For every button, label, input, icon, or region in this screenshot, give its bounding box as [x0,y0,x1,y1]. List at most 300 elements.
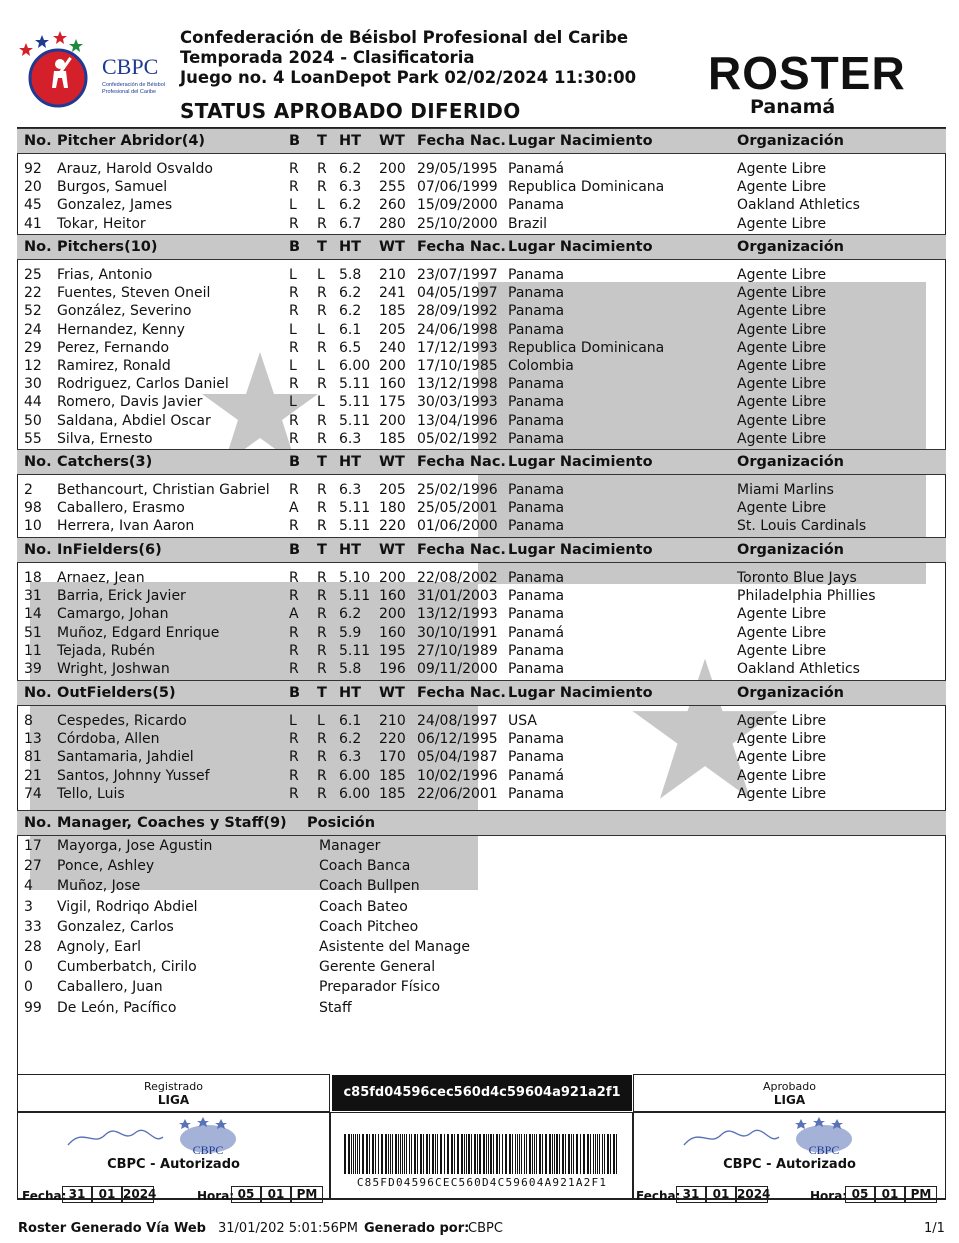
staff-row [17,858,946,876]
player-wt: 205 [379,321,406,338]
player-org: Agente Libre [737,179,827,196]
barcode-bar [604,1134,605,1174]
player-place: Panama [508,642,565,659]
staff-pos: Coach Bullpen [319,878,420,895]
staff-row [17,878,946,896]
player-b: R [289,285,299,302]
player-t: L [317,197,325,214]
barcode-bar [583,1134,585,1174]
barcode-bar [390,1134,391,1174]
player-org: Agente Libre [737,267,827,283]
player-no: 51 [24,624,42,641]
barcode-bar [509,1134,511,1174]
barcode-bar [512,1134,513,1174]
staff-pos: Manager [319,838,381,854]
section-title: Pitcher Abridor(4) [57,133,206,149]
player-dob: 22/06/2001 [417,785,498,802]
staff-row [17,838,946,856]
player-name: Camargo, Johan [57,606,169,623]
barcode-bar [607,1134,609,1174]
player-b: L [289,713,297,729]
player-row [17,482,946,500]
player-dob: 04/05/1997 [417,285,498,302]
player-no: 12 [24,358,42,374]
barcode-bar [429,1134,430,1174]
player-wt: 210 [379,713,406,729]
player-dob: 15/09/2000 [417,197,498,214]
player-b: L [289,321,297,338]
barcode-bar [597,1134,598,1174]
player-wt: 280 [379,215,406,232]
player-org: Agente Libre [737,749,827,766]
right-authorized: CBPC - Autorizado [723,1157,856,1172]
staff-name: Ponce, Ashley [57,858,155,875]
player-t: R [317,482,327,498]
player-t: L [317,713,325,729]
section-title: Pitchers(10) [57,239,158,255]
player-name: Santos, Johnny Yussef [57,767,210,784]
season-label: Temporada 2024 - Clasificatoria [180,48,475,67]
player-ht: 6.3 [339,749,362,766]
staff-pos: Staff [319,999,352,1016]
player-name: Herrera, Ivan Aaron [57,518,195,535]
player-name: Perez, Fernando [57,339,170,356]
player-place: Panama [508,267,565,283]
player-place: Panama [508,588,565,605]
player-org: Agente Libre [737,394,827,411]
barcode-bar [490,1134,492,1174]
player-no: 45 [24,197,42,214]
player-wt: 160 [379,624,406,641]
staff-no: 0 [24,979,33,996]
player-place: Panama [508,285,565,302]
player-b: R [289,661,299,677]
barcode-bar [444,1134,445,1174]
barcode-bar [400,1134,401,1174]
barcode-bar [479,1134,481,1174]
staff-no: 27 [24,858,42,875]
player-b: R [289,482,299,498]
barcode-bar [542,1134,543,1174]
player-ht: 5.11 [339,642,371,659]
player-no: 92 [24,161,42,177]
barcode-bar [420,1134,422,1174]
player-b: L [289,358,297,374]
player-ht: 6.1 [339,713,362,729]
player-no: 8 [24,713,33,729]
barcode-bar [580,1134,581,1174]
player-t: R [317,430,327,447]
player-name: Fuentes, Steven Oneil [57,285,211,302]
player-name: Barria, Erick Javier [57,588,186,605]
player-row [17,786,946,804]
section-title: InFielders(6) [57,542,162,558]
player-ht: 6.5 [339,339,362,356]
player-wt: 210 [379,267,406,283]
player-org: Agente Libre [737,358,827,374]
player-wt: 196 [379,661,406,677]
right-date-year: 2024 [737,1187,771,1201]
barcode-bar [385,1134,387,1174]
team-name: Panamá [750,96,836,118]
barcode-bar [362,1134,364,1174]
barcode-bar [590,1134,591,1174]
barcode-bar [599,1134,600,1174]
barcode-bar [457,1134,459,1174]
player-t: R [317,285,327,302]
section-header: No. OutFielders(5) B T HT WT Fecha Nac. Lugar Nacimiento Organización [17,680,946,706]
player-place: Panama [508,303,565,320]
section-header: No. InFielders(6) B T HT WT Fecha Nac. Lugar Nacimiento Organización [17,537,946,563]
player-row [17,394,946,412]
player-b: R [289,161,299,177]
player-b: R [289,749,299,766]
player-wt: 220 [379,518,406,535]
player-place: Panama [508,197,565,214]
barcode-bar [517,1134,518,1174]
player-wt: 185 [379,785,406,802]
barcode-bar [464,1134,465,1174]
player-row [17,713,946,731]
barcode-bar [447,1134,449,1174]
barcode-bar [432,1134,434,1174]
player-t: L [317,267,325,283]
right-time-hour: 05 [845,1186,875,1203]
player-place: Panama [508,785,565,802]
cbpc-logo [18,26,178,112]
player-wt: 240 [379,339,406,356]
player-ht: 6.2 [339,161,362,177]
barcode-bar [587,1134,589,1174]
player-t: R [317,570,327,586]
player-no: 44 [24,394,42,411]
player-row [17,661,946,679]
approved-by: LIGA [773,1093,806,1107]
player-no: 98 [24,500,42,517]
player-no: 50 [24,412,42,429]
registered-by: LIGA [157,1093,190,1107]
player-org: Agente Libre [737,285,827,302]
player-wt: 200 [379,606,406,623]
barcode-bar [461,1134,463,1174]
player-dob: 17/10/1985 [417,358,498,374]
staff-pos: Asistente del Manage [319,939,471,955]
player-no: 21 [24,767,42,784]
player-name: Arnaez, Jean [57,570,145,586]
staff-no: 3 [24,898,33,915]
player-place: Panama [508,749,565,766]
player-wt: 205 [379,482,406,498]
player-dob: 13/12/1998 [417,376,498,393]
barcode-bar [466,1134,467,1174]
player-org: Agente Libre [737,713,827,729]
player-org: Toronto Blue Jays [737,570,857,586]
player-no: 25 [24,267,42,283]
right-date-day: 31 [676,1186,706,1203]
player-org: Agente Libre [737,376,827,393]
staff-pos: Gerente General [319,959,436,976]
barcode-bar [474,1134,476,1174]
footer-generated-label: Roster Generado Vía Web [18,1221,206,1236]
player-b: R [289,570,299,586]
player-b: A [289,500,299,517]
player-b: R [289,642,299,659]
footer-generated-at: 31/01/202 5:01:56PM [218,1221,358,1236]
barcode-bar [471,1134,472,1174]
player-place: Panama [508,376,565,393]
barcode-bar [381,1134,383,1174]
barcode-bar [366,1134,368,1174]
player-ht: 6.7 [339,215,362,232]
player-org: Agente Libre [737,500,827,517]
player-t: R [317,785,327,802]
player-t: R [317,215,327,232]
player-no: 24 [24,321,42,338]
player-t: R [317,606,327,623]
status-title: STATUS APROBADO DIFERIDO [180,99,521,123]
player-dob: 05/02/1992 [417,430,498,447]
left-time-ampm: PM [291,1186,323,1203]
barcode-bar [344,1134,346,1174]
staff-section-header: No. Manager, Coaches y Staff(9) Posición [17,810,946,836]
barcode-bar [613,1134,615,1174]
player-wt: 170 [379,749,406,766]
player-org: Agente Libre [737,412,827,429]
player-dob: 30/03/1993 [417,394,498,411]
barcode-bar [562,1134,564,1174]
player-ht: 5.11 [339,500,371,517]
barcode-bar [435,1134,436,1174]
player-row [17,267,946,285]
player-wt: 195 [379,642,406,659]
barcode-bar [552,1134,553,1174]
player-row [17,625,946,643]
player-name: Wright, Joshwan [57,661,170,677]
barcode-bar [378,1134,379,1174]
player-t: R [317,339,327,356]
game-info: Juego no. 4 LoanDepot Park 02/02/2024 11:30:00 [180,68,637,87]
player-ht: 6.2 [339,731,362,748]
barcode-bar [595,1134,596,1174]
barcode-bar [576,1134,578,1174]
player-row [17,606,946,624]
player-place: Panama [508,661,565,677]
player-place: Panama [508,321,565,338]
player-wt: 160 [379,376,406,393]
player-ht: 5.9 [339,624,362,641]
staff-name: Agnoly, Earl [57,939,142,955]
player-dob: 25/10/2000 [417,215,498,232]
footer-page: 1/1 [924,1221,945,1236]
player-name: Gonzalez, James [57,197,173,214]
player-name: Bethancourt, Christian Gabriel [57,482,270,498]
right-date-month: 01 [706,1186,736,1203]
player-name: Frias, Antonio [57,267,153,283]
player-place: Colombia [508,358,574,374]
barcode-bar [616,1134,617,1174]
player-name: González, Severino [57,303,192,320]
staff-name: De León, Pacífico [57,999,177,1016]
player-wt: 180 [379,500,406,517]
barcode-bar [483,1134,485,1174]
player-name: Rodriguez, Carlos Daniel [57,376,229,393]
barcode-bar [519,1134,520,1174]
barcode-bar [375,1134,376,1174]
player-b: R [289,518,299,535]
player-dob: 10/02/1996 [417,767,498,784]
player-no: 18 [24,570,42,586]
player-t: L [317,358,325,374]
player-wt: 200 [379,358,406,374]
player-row [17,749,946,767]
player-place: Panama [508,482,565,498]
player-wt: 220 [379,731,406,748]
section-title: OutFielders(5) [57,685,176,701]
approved-box: Aprobado LIGA [633,1074,946,1112]
player-place: Panama [508,731,565,748]
staff-name: Vigil, Rodriqo Abdiel [57,898,198,915]
staff-pos: Coach Banca [319,858,411,875]
player-ht: 6.3 [339,430,362,447]
player-no: 55 [24,430,42,447]
player-row [17,500,946,518]
header-info [180,28,636,88]
player-org: Agente Libre [737,303,827,320]
barcode-bar [357,1134,358,1174]
staff-no: 0 [24,959,33,976]
player-b: R [289,412,299,429]
player-name: Tello, Luis [57,785,125,802]
barcode-bar [496,1134,498,1174]
player-dob: 06/12/1995 [417,731,498,748]
player-org: Agente Libre [737,430,827,447]
player-row [17,518,946,536]
org-name: Confederación de Béisbol Profesional del Caribe [180,28,629,47]
player-wt: 200 [379,161,406,177]
player-wt: 255 [379,179,406,196]
staff-no: 17 [24,838,42,854]
barcode-bar [539,1134,541,1174]
player-no: 10 [24,518,42,535]
player-place: Panama [508,412,565,429]
player-place: Panamá [508,161,565,177]
barcode-bar [409,1134,410,1174]
barcode-bar [348,1134,350,1174]
player-t: R [317,767,327,784]
barcode-bar [486,1134,487,1174]
right-time-ampm: PM [905,1186,937,1203]
player-dob: 27/10/1989 [417,642,498,659]
player-row [17,340,946,358]
player-org: Agente Libre [737,731,827,748]
player-b: R [289,767,299,784]
player-place: Republica Dominicana [508,339,665,356]
player-dob: 30/10/1991 [417,624,498,641]
player-dob: 25/02/1996 [417,482,498,498]
staff-name: Mayorga, Jose Agustin [57,838,213,854]
player-name: Tejada, Rubén [57,642,155,659]
player-dob: 29/05/1995 [417,161,498,177]
player-no: 30 [24,376,42,393]
left-date-month: 01 [92,1186,122,1203]
player-org: Agente Libre [737,161,827,177]
player-b: R [289,731,299,748]
player-ht: 5.11 [339,376,371,393]
svg-text:Profesional del Caribe: Profesional del Caribe [102,89,157,95]
player-no: 52 [24,303,42,320]
barcode-bar [388,1134,389,1174]
player-org: Oakland Athletics [737,661,860,677]
player-b: L [289,197,297,214]
player-dob: 24/06/1998 [417,321,498,338]
player-name: Tokar, Heitor [57,215,146,232]
barcode-bar [515,1134,516,1174]
player-dob: 23/07/1997 [417,267,498,283]
player-ht: 6.1 [339,321,362,338]
player-ht: 6.3 [339,482,362,498]
barcode-bar [404,1134,405,1174]
player-ht: 6.00 [339,767,371,784]
player-ht: 5.8 [339,267,362,283]
section-title: Catchers(3) [57,454,153,470]
player-dob: 25/05/2001 [417,500,498,517]
barcode-bar [488,1134,489,1174]
player-dob: 28/09/1992 [417,303,498,320]
player-t: R [317,518,327,535]
player-name: Santamaria, Jahdiel [57,749,194,766]
player-org: Miami Marlins [737,482,834,498]
barcode-bar [437,1134,438,1174]
player-name: Saldana, Abdiel Oscar [57,412,211,429]
barcode-bar [545,1134,547,1174]
svg-text:Confederación de Béisbol: Confederación de Béisbol [102,82,165,88]
player-name: Muñoz, Edgard Enrique [57,624,220,641]
staff-name: Cumberbatch, Cirilo [57,959,197,976]
player-ht: 6.3 [339,179,362,196]
player-ht: 6.2 [339,285,362,302]
player-wt: 241 [379,285,406,302]
player-b: R [289,376,299,393]
player-t: R [317,179,327,196]
player-wt: 200 [379,570,406,586]
signature-seal-icon [679,1117,899,1157]
player-row [17,358,946,376]
player-place: Panama [508,430,565,447]
player-org: Agente Libre [737,321,827,338]
barcode-bar [556,1134,558,1174]
player-t: R [317,642,327,659]
player-t: R [317,661,327,677]
player-row [17,179,946,197]
barcode-text: C85FD04596CEC560D4C59604A921A2F1 [356,1176,608,1189]
staff-no: 99 [24,999,42,1016]
staff-name: Caballero, Juan [57,979,163,996]
player-org: Philadelphia Phillies [737,588,876,605]
barcode-bar [565,1134,566,1174]
barcode-bar [529,1134,531,1174]
player-dob: 13/04/1996 [417,412,498,429]
player-b: R [289,430,299,447]
staff-row [17,919,946,937]
barcode-bar [536,1134,537,1174]
player-ht: 5.11 [339,412,371,429]
player-row [17,431,946,449]
player-ht: 5.8 [339,661,362,677]
staff-row [17,899,946,917]
player-ht: 6.00 [339,785,371,802]
barcode-bar [593,1134,594,1174]
barcode-bar [398,1134,399,1174]
